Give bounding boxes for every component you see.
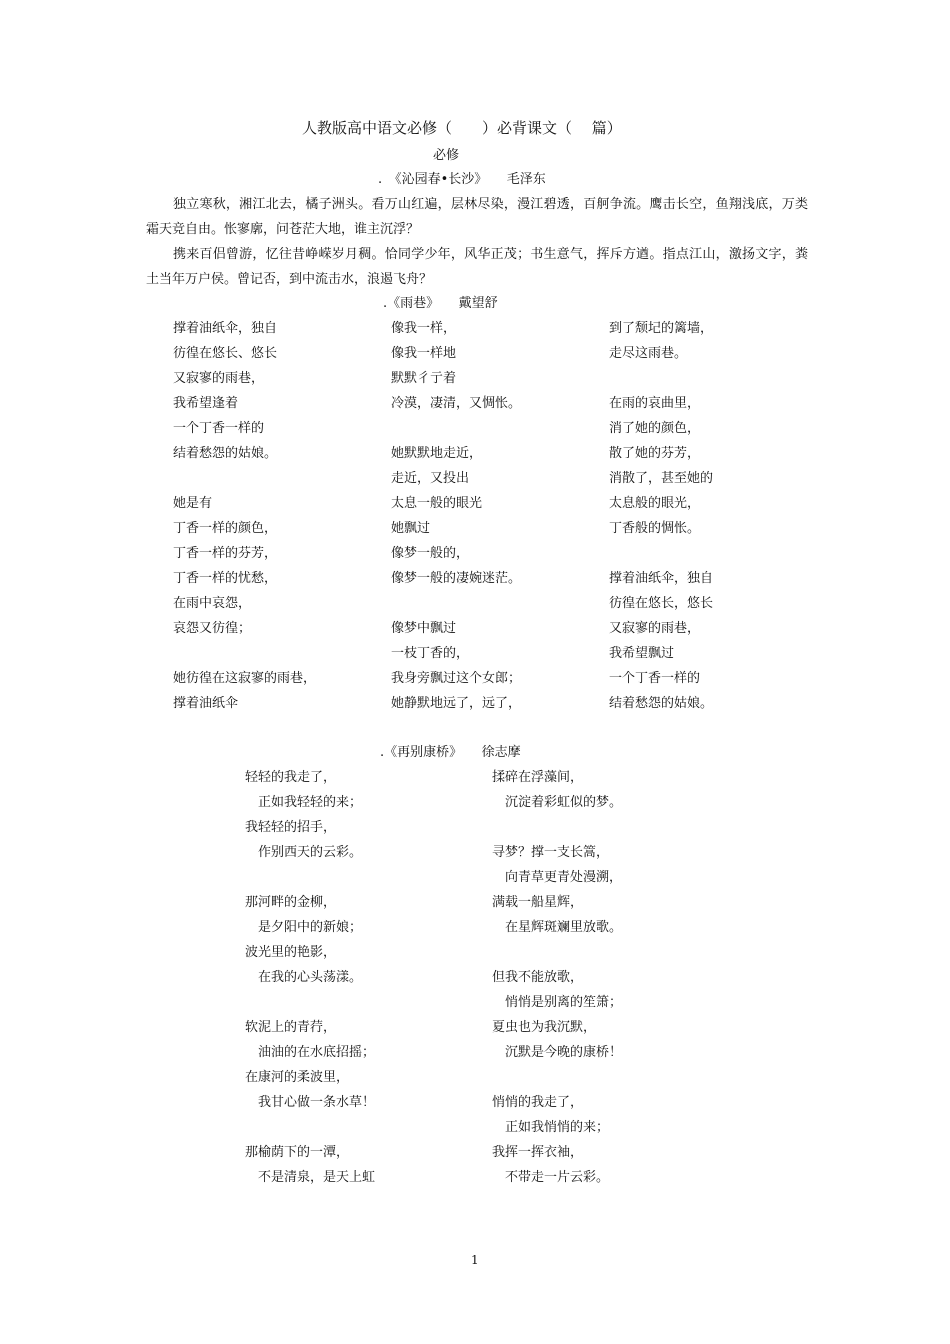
poem-line: 寻梦？撑一支长篙， (492, 845, 610, 860)
poem-line: 揉碎在浮藻间， (492, 770, 584, 785)
poem-line: 在雨的哀曲里， (609, 396, 701, 411)
poem-line: 那河畔的金柳， (245, 895, 337, 910)
poem-line: 我挥一挥衣袖， (492, 1145, 584, 1160)
poem-line: 满载一船星辉， (492, 895, 584, 910)
poem-line: 正如我悄悄的来； (492, 1120, 610, 1135)
poem-line: 在星辉斑斓里放歌。 (492, 920, 623, 935)
poem-line: 丁香一样的颜色， (173, 521, 278, 536)
poem-line: 结着愁怨的姑娘。 (609, 696, 714, 711)
poem-line: 是夕阳中的新娘； (245, 920, 363, 935)
poem-line: 彷徨在悠长，悠长 (609, 596, 714, 611)
poem-line: 像我一样地 (391, 346, 457, 361)
poem-line (609, 541, 713, 566)
poem-line: 到了颓圮的篱墙， (609, 321, 714, 336)
page-number: 1 (471, 1253, 479, 1267)
poem-line: 消散了，甚至她的 (609, 471, 714, 486)
poem-line: 她默默地走近， (391, 446, 483, 461)
poem-line: 作别西天的云彩。 (245, 845, 363, 860)
poem-line: 软泥上的青荇， (245, 1020, 337, 1035)
poem-line: 走近，又投出 (391, 471, 470, 486)
poem-line (391, 591, 521, 616)
poem-line (173, 466, 316, 491)
poem-line: 油油的在水底招摇； (245, 1045, 376, 1060)
poem3-column-1 (245, 765, 375, 1190)
poem-line: 又寂寥的雨巷， (173, 371, 265, 386)
poem-line: 一个丁香一样的 (609, 671, 701, 686)
poem-line: 太息般的眼光， (609, 496, 701, 511)
poem-line: 撑着油纸伞，独自 (609, 571, 714, 586)
poem-line (492, 1065, 622, 1090)
poem2-column-1 (173, 316, 316, 716)
poem-line: 彷徨在悠长、悠长 (173, 346, 278, 361)
poem-line: 波光里的艳影， (245, 945, 337, 960)
poem1-paragraph-1: 独立寒秋，湘江北去，橘子洲头。看万山红遍，层林尽染，漫江碧透，百舸争流。鹰击长空，鱼翔浅底，万类霜天竞自由。怅寥廓，问苍茫大地，谁主沉浮？ (146, 197, 808, 237)
poem-line: 悄悄是别离的笙箫； (492, 995, 623, 1010)
poem-line: 撑着油纸伞 (173, 696, 239, 711)
poem-line: 走尽这雨巷。 (609, 346, 688, 361)
poem-line: 不带走一片云彩。 (492, 1170, 610, 1185)
poem-line (492, 815, 622, 840)
poem-line (245, 1115, 375, 1140)
poem2-column-2 (391, 316, 521, 716)
poem-line: 沉淀着彩虹似的梦。 (492, 795, 623, 810)
poem-line: 像梦中飘过 (391, 621, 457, 636)
poem-line: 在康河的柔波里， (245, 1070, 350, 1085)
poem-line: 像梦一般的凄婉迷茫。 (391, 571, 522, 586)
poem3-column-2 (492, 765, 622, 1190)
poem-line: 散了她的芬芳， (609, 446, 701, 461)
poem-line: 像我一样， (391, 321, 457, 336)
poem-line: 不是清泉，是天上虹 (245, 1170, 376, 1185)
poem-line: 撑着油纸伞，独自 (173, 321, 278, 336)
poem-line (492, 940, 622, 965)
poem-line (391, 416, 521, 441)
poem-line (245, 865, 375, 890)
poem-line (609, 366, 713, 391)
poem-line: 太息一般的眼光 (391, 496, 483, 511)
poem1-paragraph-2: 携来百侣曾游，忆往昔峥嵘岁月稠。恰同学少年，风华正茂；书生意气，挥斥方遒。指点江山，激扬文字，粪土当年万户侯。曾记否，到中流击水，浪遏飞舟？ (146, 247, 808, 287)
poem-line: 她静默地远了，远了， (391, 696, 522, 711)
poem-line: 正如我轻轻的来； (245, 795, 363, 810)
poem-line (173, 641, 316, 666)
document-title: 人教版高中语文必修（ ）必背课文（ 篇） (302, 119, 622, 137)
poem-line: 她彷徨在这寂寥的雨巷， (173, 671, 317, 686)
poem-line: 冷漠，凄清，又惆怅。 (391, 396, 522, 411)
poem-line: 夏虫也为我沉默， (492, 1020, 597, 1035)
poem-line: 我希望逢着 (173, 396, 239, 411)
poem-line: 她是有 (173, 496, 213, 511)
poem-line: 一枝丁香的， (391, 646, 470, 661)
poem3-heading: .《再别康桥》 徐志摩 (380, 745, 521, 760)
poem1-heading: . 《沁园春•长沙》 毛泽东 (378, 172, 546, 187)
poem-line: 结着愁怨的姑娘。 (173, 446, 278, 461)
poem-line: 但我不能放歌， (492, 970, 584, 985)
poem-line: 那榆荫下的一潭， (245, 1145, 350, 1160)
poem-line: 她飘过 (391, 521, 431, 536)
poem-line: 像梦一般的， (391, 546, 470, 561)
poem-line: 轻轻的我走了， (245, 770, 337, 785)
poem2-heading: .《雨巷》 戴望舒 (383, 296, 498, 311)
poem2-column-3 (609, 316, 713, 716)
poem-line: 一个丁香一样的 (173, 421, 265, 436)
poem-line: 我甘心做一条水草！ (245, 1095, 376, 1110)
poem-line: 沉默是今晚的康桥！ (492, 1045, 623, 1060)
poem-line: 我身旁飘过这个女郎； (391, 671, 522, 686)
poem-line: 丁香一样的芬芳， (173, 546, 278, 561)
poem-line: 丁香一样的忧愁， (173, 571, 278, 586)
poem-line: 又寂寥的雨巷， (609, 621, 701, 636)
poem-line: 消了她的颜色， (609, 421, 701, 436)
poem-line: 哀怨又彷徨； (173, 621, 252, 636)
poem-line: 在雨中哀怨， (173, 596, 252, 611)
poem-line: 默默彳亍着 (391, 371, 457, 386)
poem-line: 我轻轻的招手， (245, 820, 337, 835)
poem-line: 悄悄的我走了， (492, 1095, 584, 1110)
poem-line: 丁香般的惆怅。 (609, 521, 701, 536)
poem-line: 在我的心头荡漾。 (245, 970, 363, 985)
poem-line: 向青草更青处漫溯， (492, 870, 623, 885)
document-subtitle: 必修 (433, 148, 460, 163)
poem-line: 我希望飘过 (609, 646, 675, 661)
poem-line (245, 990, 375, 1015)
